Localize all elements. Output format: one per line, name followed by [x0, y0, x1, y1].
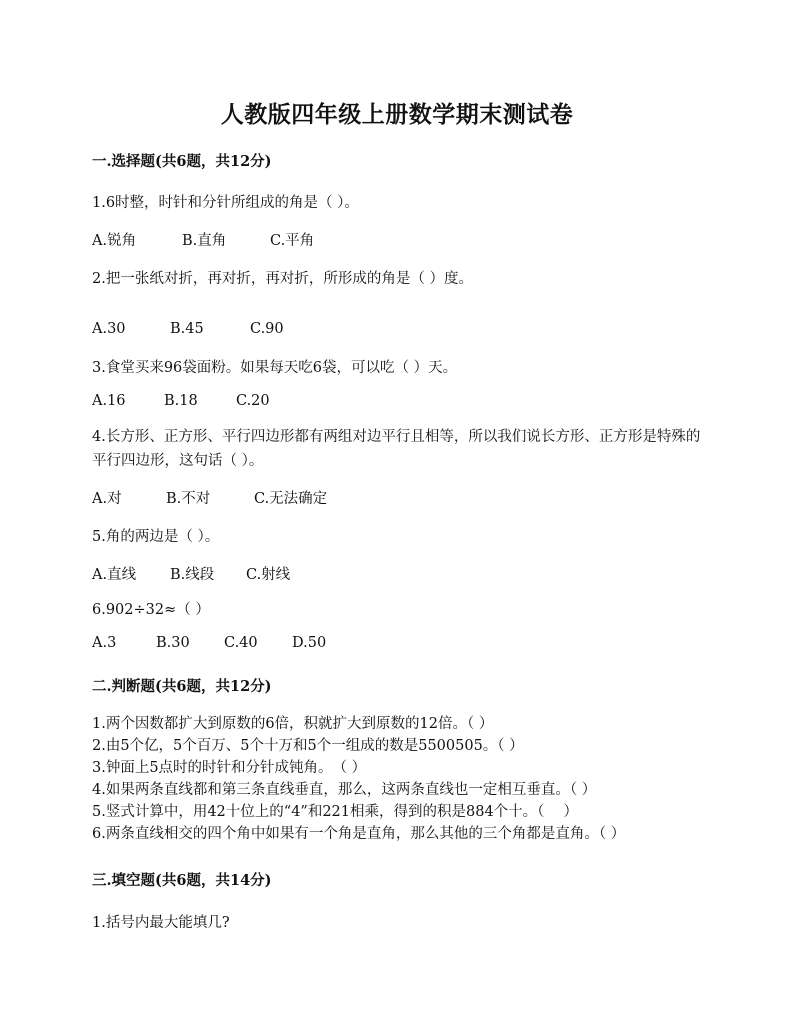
option: D.50: [292, 635, 327, 651]
exam-title: 人教版四年级上册数学期末测试卷: [220, 101, 574, 128]
option: A.直线: [92, 567, 137, 583]
question-text: 2.把一张纸对折，再对折，再对折，所形成的角是（ ）度。: [92, 271, 473, 287]
option: C.20: [236, 393, 270, 409]
option: B.不对: [166, 491, 211, 507]
option: B.线段: [170, 567, 215, 583]
question-text: 3.食堂买来96袋面粉。如果每天吃6袋，可以吃（ ）天。: [92, 360, 458, 376]
list-item: 2.由5个亿，5个百万、5个十万和5个一组成的数是5500505。（ ）: [92, 738, 524, 754]
option: C.40: [224, 635, 258, 651]
option: B.30: [156, 635, 190, 651]
option: C.平角: [270, 233, 315, 249]
option: C.射线: [246, 567, 291, 583]
question-text: 5.角的两边是（ ）。: [92, 529, 220, 545]
list-item: 6.两条直线相交的四个角中如果有一个角是直角，那么其他的三个角都是直角。（ ）: [92, 826, 626, 842]
section-heading-choice: 一.选择题(共6题，共12分): [92, 153, 272, 170]
section-heading-fill-blank: 三.填空题(共6题，共14分): [92, 872, 272, 889]
option: B.45: [170, 321, 204, 337]
question-text: 1.6时整，时针和分针所组成的角是（ ）。: [92, 195, 359, 211]
list-item: 4.如果两条直线都和第三条直线垂直，那么，这两条直线也一定相互垂直。（ ）: [92, 782, 597, 798]
option: A.对: [92, 491, 122, 507]
true-false-list: [92, 713, 625, 845]
option: B.18: [164, 393, 198, 409]
option: C.90: [250, 321, 284, 337]
list-item: 3.钟面上5点时的时针和分针成钝角。 （ ）: [92, 760, 367, 776]
list-item: 1.两个因数都扩大到原数的6倍，积就扩大到原数的12倍。（ ）: [92, 716, 494, 732]
question-text: 1.括号内最大能填几?: [92, 915, 230, 931]
option: B.直角: [182, 233, 227, 249]
section-heading-true-false: 二.判断题(共6题，共12分): [92, 678, 272, 695]
option: A.30: [92, 321, 126, 337]
option: A.锐角: [92, 233, 137, 249]
question-text: 4.长方形、正方形、平行四边形都有两组对边平行且相等，所以我们说长方形、正方形是特殊的平行四边形，这句话（ ）。: [92, 429, 701, 469]
option: A.3: [92, 635, 117, 651]
list-item: 5.竖式计算中，用42十位上的“4”和221相乘，得到的积是884个十。（ ）: [92, 804, 579, 820]
option: A.16: [92, 393, 126, 409]
question-text: 6.902÷32≈（ ）: [92, 602, 210, 618]
option: C.无法确定: [254, 491, 328, 507]
